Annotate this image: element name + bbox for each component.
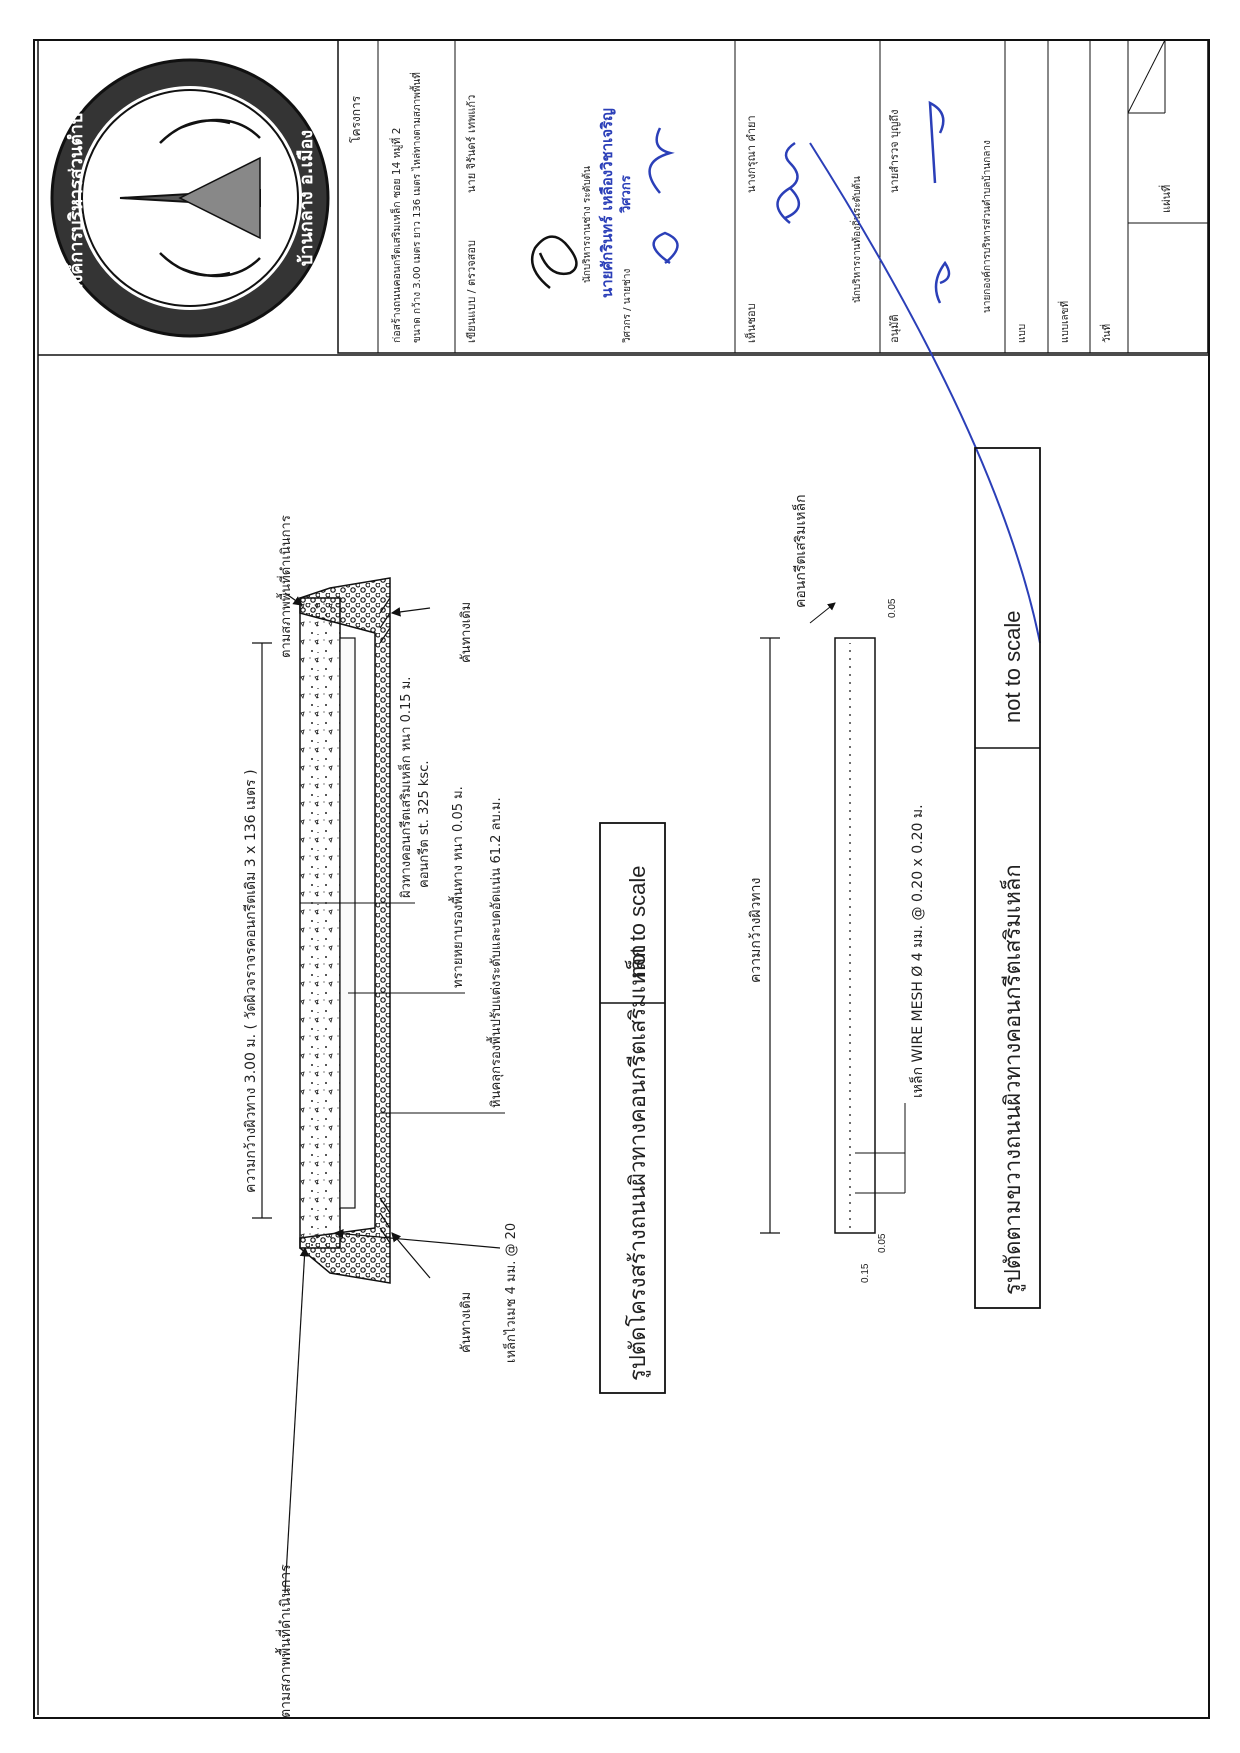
left-label: ตามสภาพพื้นที่ดำเนินการ: [278, 1564, 294, 1718]
engineer-sub: วิศวกร: [619, 175, 634, 213]
section-transverse: [748, 448, 1040, 1308]
dowel-label: เหล็กไวเมช 4 มม. @ 20: [504, 1222, 519, 1363]
section-structure: [243, 515, 665, 1718]
rotated-content: [0, 40, 1208, 1718]
engineer-label: วิศวกร / นายช่าง: [622, 268, 633, 343]
slab-outline: [835, 638, 875, 1233]
engineer-stamp: นายศักรินทร์ เหลืองวิชาเจริญ: [598, 108, 616, 298]
width-label: ความกว้างผิวทาง: [748, 877, 764, 983]
concrete-label: คอนกรีตเสริมเหล็ก: [793, 494, 809, 608]
designer-name: นาย จิรันดร์ เทพแก้ว: [465, 94, 478, 193]
section2-scale: not to scale: [1000, 610, 1025, 723]
left-shoulder-label: คันทางเดิม: [459, 1291, 474, 1353]
approver-signature: [778, 143, 799, 223]
sand-layer: [340, 638, 355, 1208]
section1-title: รูปตัดโครงสร้างถนนผิวทางคอนกรีตเสริมเหล็ก: [626, 944, 651, 1381]
approve-name: นายสำรวจ บุญถึง: [888, 109, 901, 193]
approve-title: นายกองค์การบริหารส่วนตำบลบ้านกลาง: [982, 140, 993, 313]
callout-sand: ทรายหยาบรองพื้นทาง หนา 0.05 ม.: [451, 786, 466, 988]
logo: [52, 60, 328, 336]
approver-title: นักบริหารงานท้องถิ่นระดับต้น: [852, 176, 863, 303]
sheet-count-label: แผ่นที่: [1160, 184, 1173, 213]
top-dim-label: ความกว้างผิวทาง 3.00 ม. ( วัดผิวจราจรคอนกรีตเดิม 3 x 136 เมตร ): [243, 769, 259, 1193]
concrete-slab: [300, 598, 340, 1248]
right-label: ตามสภาพพื้นที่ดำเนินการ: [279, 515, 294, 658]
approver-name: นางกรุณา คำยา: [745, 115, 758, 193]
project-line1: ก่อสร้างถนนคอนกรีตเสริมเหล็ก ซอย 14 หมู่ที่ 2: [391, 127, 403, 343]
dim-thick: 0.15: [860, 1263, 871, 1283]
section1-scale: not to scale: [625, 865, 650, 978]
sheet-label: แบบ: [1017, 323, 1028, 343]
logo-top-text: องค์การบริหารส่วนตำบล: [66, 101, 87, 295]
dim-sand: 0.05: [877, 1233, 888, 1253]
section2-title: รูปตัดตามขวางถนนผิวทางคอนกรีตเสริมเหล็ก: [1001, 864, 1026, 1295]
approver-label: เห็นชอบ: [745, 303, 758, 343]
callout-gravel: หินคลุกรองพื้นปรับแต่งระดับและบดอัดแน่น 61.2 ลบ.ม.: [489, 797, 504, 1108]
engineer-title: นักบริหารงานช่าง ระดับต้น: [582, 166, 593, 283]
sheet-no-label: แบบเลขที่: [1060, 300, 1071, 343]
dim-right: 0.05: [887, 598, 898, 618]
mesh-label: เหล็ก WIRE MESH Ø 4 มม. @ 0.20 x 0.20 ม.: [910, 804, 926, 1098]
callout-concrete: ผิวทางคอนกรีตเสริมเหล็ก หนา 0.15 ม.: [399, 676, 414, 898]
date-label: วันที่: [1102, 323, 1113, 343]
callout-concrete-strength: คอนกรีต st. 325 ksc.: [417, 760, 432, 888]
logo-bottom-text: บ้านกลาง อ.เมือง: [296, 129, 317, 267]
project-line2: ขนาด กว้าง 3.00 เมตร ยาว 136 เมตร ไหล่ทางตามสภาพพื้นที่: [412, 72, 423, 343]
designer-signature: [532, 237, 576, 288]
approve-label: อนุมัติ: [888, 314, 901, 343]
designer-label: เขียนแบบ / ตรวจสอบ: [465, 240, 478, 343]
approve-signature: [930, 103, 949, 303]
right-shoulder-label: คันทางเดิม: [459, 601, 474, 663]
engineer-signature: [650, 128, 678, 263]
project-label: โครงการ: [349, 95, 363, 143]
